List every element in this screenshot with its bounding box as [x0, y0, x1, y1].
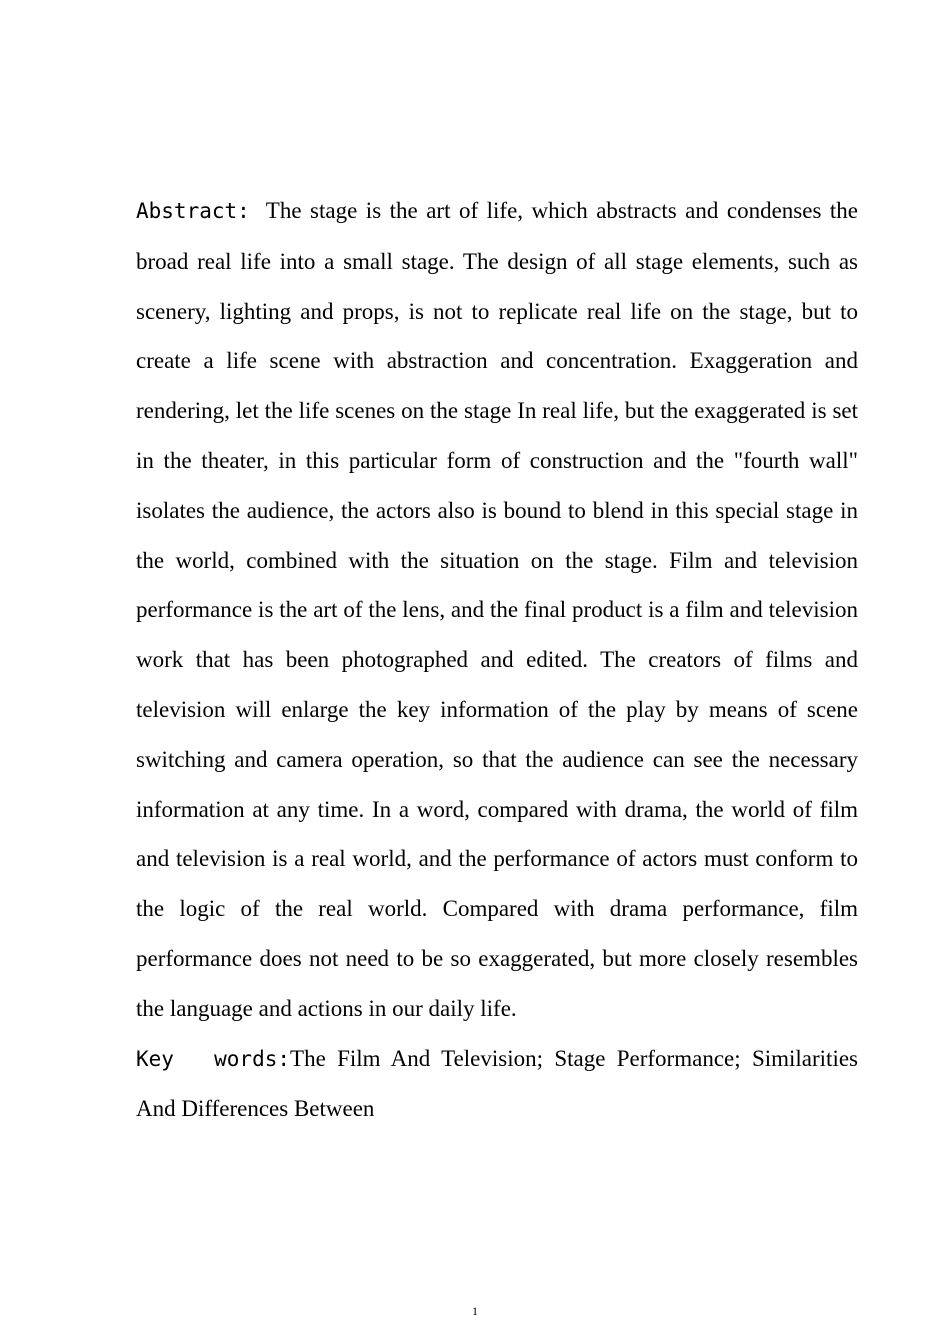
- abstract-label: Abstract:: [136, 199, 250, 223]
- keywords-label: Key words:: [136, 1046, 291, 1071]
- document-body: [136, 186, 858, 1134]
- abstract-paragraph: [136, 186, 858, 1034]
- keywords-text: The Film And Television; Stage Performance; Similarities And Differences Between: [136, 1045, 858, 1122]
- keywords-paragraph: [136, 1034, 858, 1135]
- page-number: 1: [472, 1304, 478, 1318]
- abstract-text: The stage is the art of life, which abstracts and condenses the broad real life into a small stage. The design of all stage elements, such as scenery, lighting and props, is not to replicate real life on the stage, but to create a life scene with abstraction and concentration. Exaggeration and rendering, let the life scenes on the stage In real life, but the exaggerated is set in the theater, in this particular form of construction and the "fourth wall" isolates the audience, the actors also is bound to blend in this special stage in the world, combined with the situation on the stage. Film and television performance is the art of the lens, and the final product is a film and television work that has been photographed and edited. The creators of films and television will enlarge the key information of the play by means of scene switching and camera operation, so that the audience can see the necessary information at any time. In a word, compared with drama, the world of film and television is a real world, and the performance of actors must conform to the logic of the real world. Compared with drama performance, film performance does not need to be so exaggerated, but more closely resembles the language and actions in our daily life.: [136, 198, 858, 1021]
